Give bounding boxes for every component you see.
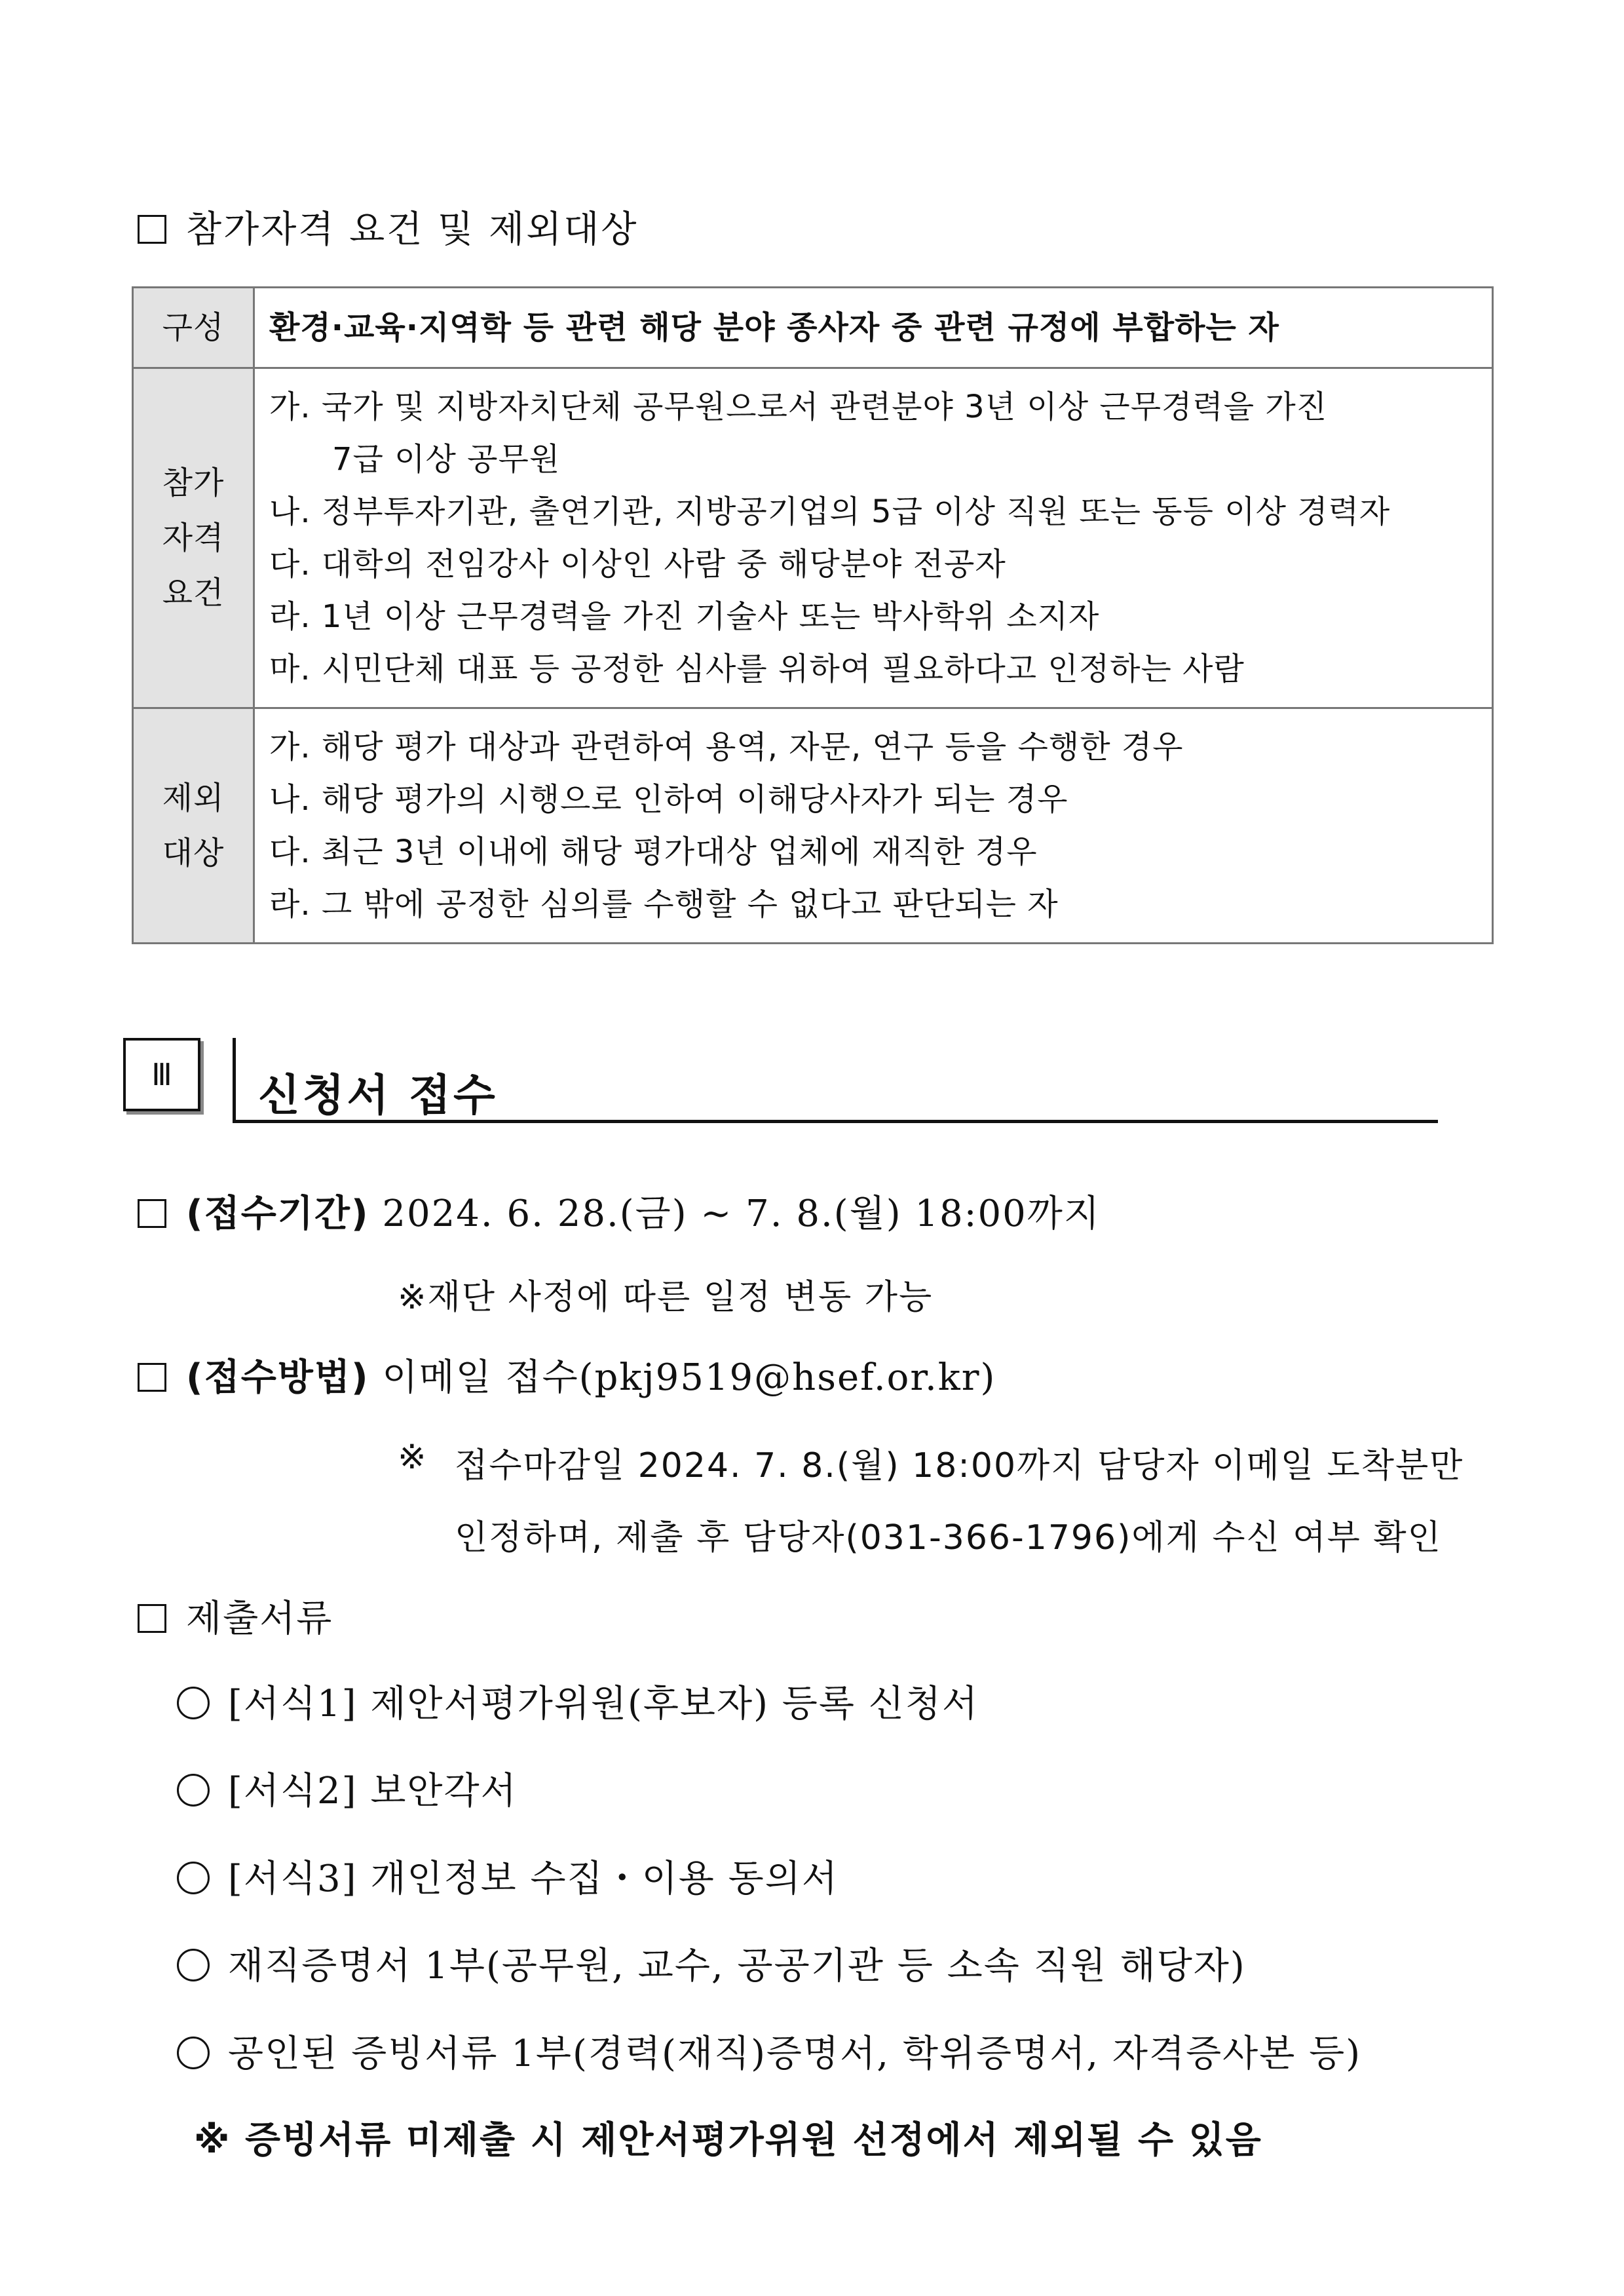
table-row [133, 288, 1493, 368]
document-item [177, 1675, 979, 1727]
eligibility-label-line: 요건 [162, 575, 225, 611]
table-row [133, 708, 1493, 944]
documents-note: ※ 증빙서류 미제출 시 제안서평가위원 선정에서 제외될 수 있음 [194, 2119, 1262, 2162]
checkbox-square-icon [138, 1604, 166, 1633]
list-item: 가. 해당 평가 대상과 관련하여 용역, 자문, 연구 등을 수행한 경우 [269, 729, 1184, 765]
list-item: 나. 해당 평가의 시행으로 인하여 이해당사자가 되는 경우 [269, 781, 1068, 818]
section-number-box: Ⅲ [123, 1038, 200, 1111]
eligibility-label-line: 참가 [162, 465, 225, 501]
list-item: 라. 그 밖에 공정한 심의를 수행할 수 없다고 판단되는 자 [269, 886, 1059, 923]
document-item [177, 2025, 1361, 2077]
checkbox-square-icon [138, 1199, 166, 1228]
exclusion-label [133, 708, 254, 944]
document-item-text: 공인된 증빙서류 1부(경력(재직)증명서, 학위증명서, 자격증사본 등) [228, 2033, 1362, 2075]
document-item-text: [서식2] 보안각서 [228, 1770, 518, 1812]
circle-bullet-icon [177, 1774, 210, 1807]
checkbox-square-icon [138, 215, 166, 244]
period-line [138, 1185, 1101, 1237]
table-row [133, 368, 1493, 708]
method-note-line1: 접수마감일 2024. 7. 8.(월) 18:00까지 담당자 이메일 도착분만 [455, 1446, 1464, 1485]
qualifications-heading [138, 201, 638, 253]
list-item: 라. 1년 이상 근무경력을 가진 기술사 또는 박사학위 소지자 [269, 598, 1100, 635]
document-item [177, 1850, 839, 1902]
list-item: 가. 국가 및 지방자치단체 공무원으로서 관련분야 3년 이상 근무경력을 가진 [269, 389, 1328, 425]
document-item-text: [서식3] 개인정보 수집・이용 동의서 [228, 1858, 839, 1900]
document-item [177, 1937, 1246, 1989]
period-label: (접수기간) [186, 1193, 369, 1235]
period-note: ※재단 사정에 따른 일정 변동 가능 [398, 1278, 934, 1317]
qualifications-table [132, 286, 1494, 944]
list-item: 7급 이상 공무원 [332, 441, 561, 478]
documents-heading [138, 1590, 333, 1642]
method-label: (접수방법) [186, 1356, 369, 1399]
method-line [138, 1349, 996, 1401]
section-title: 신청서 접수 [258, 1070, 498, 1120]
circle-bullet-icon [177, 1687, 210, 1719]
method-note-mark: ※ [398, 1438, 428, 1477]
composition-text: 환경·교육·지역학 등 관련 해당 분야 종사자 중 관련 규정에 부합하는 자 [254, 288, 1493, 368]
exclusion-list [254, 708, 1493, 944]
document-item [177, 1762, 518, 1814]
period-value: 2024. 6. 28.(금) ~ 7. 8.(월) 18:00까지 [382, 1193, 1101, 1235]
exclusion-label-line: 제외 [162, 780, 225, 816]
list-item: 마. 시민단체 대표 등 공정한 심사를 위하여 필요하다고 인정하는 사람 [269, 651, 1245, 687]
exclusion-label-line: 대상 [162, 835, 225, 871]
list-item: 나. 정부투자기관, 출연기관, 지방공기업의 5급 이상 직원 또는 동등 이상 경력자 [269, 493, 1391, 530]
checkbox-square-icon [138, 1363, 166, 1392]
qualifications-heading-text: 참가자격 요건 및 제외대상 [186, 208, 639, 251]
document-item-text: 재직증명서 1부(공무원, 교수, 공공기관 등 소속 직원 해당자) [228, 1945, 1246, 1987]
document-item-text: [서식1] 제안서평가위원(후보자) 등록 신청서 [228, 1683, 979, 1725]
circle-bullet-icon [177, 1949, 210, 1981]
method-note-line2: 인정하며, 제출 후 담당자(031-366-1796)에게 수신 여부 확인 [455, 1518, 1442, 1558]
composition-label: 구성 [133, 288, 254, 368]
section-divider-vertical [233, 1038, 236, 1123]
documents-heading-text: 제출서류 [186, 1598, 333, 1640]
circle-bullet-icon [177, 2037, 210, 2069]
eligibility-label-line: 자격 [162, 520, 225, 556]
circle-bullet-icon [177, 1862, 210, 1894]
list-item: 다. 대학의 전임강사 이상인 사람 중 해당분야 전공자 [269, 546, 1006, 583]
method-value: 이메일 접수(pkj9519@hsef.or.kr) [382, 1356, 996, 1399]
eligibility-list [254, 368, 1493, 708]
list-item: 다. 최근 3년 이내에 해당 평가대상 업체에 재직한 경우 [269, 833, 1038, 870]
eligibility-label [133, 368, 254, 708]
